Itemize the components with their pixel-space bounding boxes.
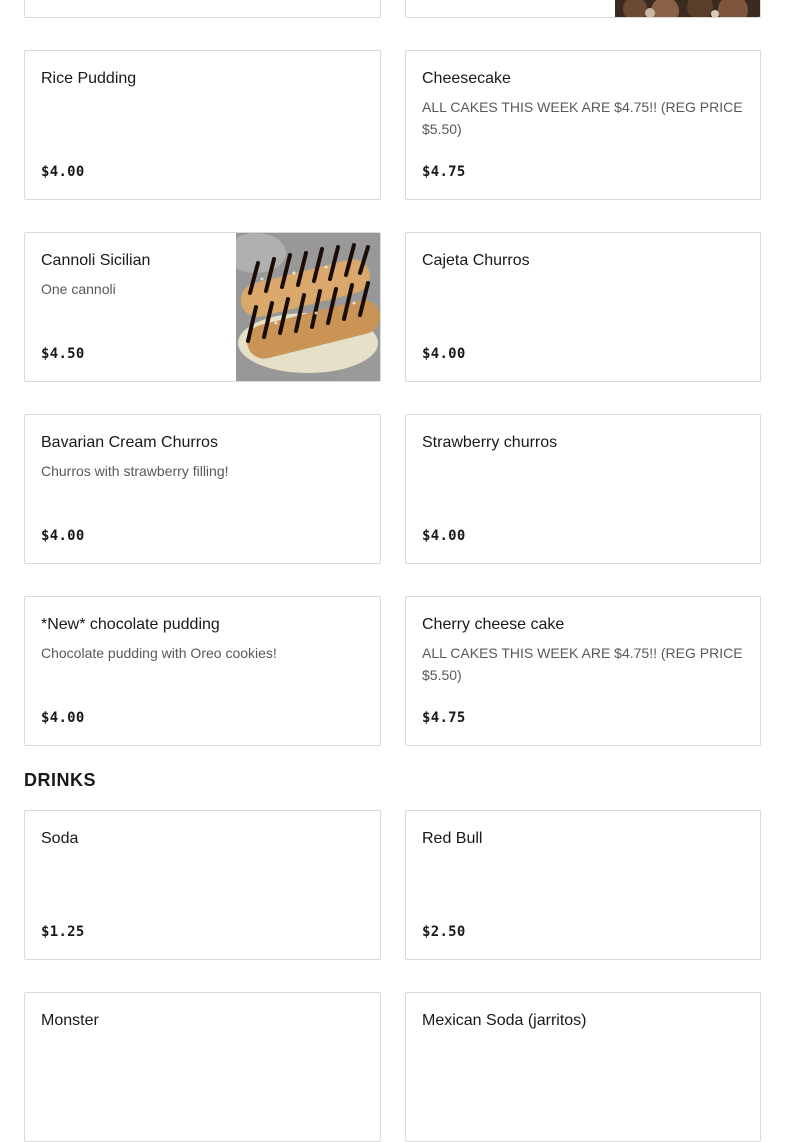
item-description: ALL CAKES THIS WEEK ARE $4.75!! (REG PRICE $5.50) bbox=[422, 645, 743, 683]
menu-item-card-partial-left[interactable] bbox=[24, 0, 381, 18]
item-description: One cannoli bbox=[41, 281, 116, 297]
menu-item-chocolate-pudding[interactable] bbox=[24, 596, 381, 746]
item-price: $4.00 bbox=[422, 528, 466, 544]
food-photo bbox=[236, 233, 380, 381]
item-name: Cannoli Sicilian bbox=[41, 252, 151, 269]
menu-item-monster[interactable] bbox=[24, 992, 381, 1142]
menu-item-cannoli-sicilian[interactable] bbox=[24, 232, 381, 382]
item-name: Bavarian Cream Churros bbox=[41, 434, 218, 451]
item-name: Monster bbox=[41, 1012, 99, 1029]
item-price: $4.75 bbox=[422, 710, 466, 726]
item-name: Strawberry churros bbox=[422, 434, 558, 451]
menu-item-strawberry-churros[interactable] bbox=[405, 414, 761, 564]
menu-item-cajeta-churros[interactable] bbox=[405, 232, 761, 382]
item-price: $4.75 bbox=[422, 164, 466, 180]
food-photo-image bbox=[615, 0, 760, 18]
menu-item-cherry-cheese-cake[interactable] bbox=[405, 596, 761, 746]
menu-item-card-partial-right[interactable] bbox=[405, 0, 761, 18]
item-description: Churros with strawberry filling! bbox=[41, 463, 229, 479]
item-description: Chocolate pudding with Oreo cookies! bbox=[41, 645, 277, 661]
cannoli-photo-image bbox=[236, 233, 380, 381]
menu-item-red-bull[interactable] bbox=[405, 810, 761, 960]
item-price: $1.25 bbox=[41, 924, 85, 940]
item-price: $4.50 bbox=[41, 346, 85, 362]
item-name: Mexican Soda (jarritos) bbox=[422, 1012, 587, 1029]
item-name: Red Bull bbox=[422, 830, 483, 847]
menu-item-bavarian-cream-churros[interactable] bbox=[24, 414, 381, 564]
menu-item-cheesecake[interactable] bbox=[405, 50, 761, 200]
menu-item-soda[interactable] bbox=[24, 810, 381, 960]
item-price: $4.00 bbox=[422, 346, 466, 362]
item-name: Rice Pudding bbox=[41, 70, 137, 87]
item-price: $4.00 bbox=[41, 710, 85, 726]
item-name: Cajeta Churros bbox=[422, 252, 530, 269]
item-name: Cherry cheese cake bbox=[422, 616, 565, 633]
item-name: Cheesecake bbox=[422, 70, 511, 87]
item-price: $4.00 bbox=[41, 164, 85, 180]
section-title-drinks: DRINKS bbox=[24, 770, 97, 790]
food-photo bbox=[615, 0, 760, 18]
item-name: Soda bbox=[41, 830, 79, 847]
item-price: $4.00 bbox=[41, 528, 85, 544]
item-description: ALL CAKES THIS WEEK ARE $4.75!! (REG PRICE $5.50) bbox=[422, 99, 743, 137]
menu-item-mexican-soda[interactable] bbox=[405, 992, 761, 1142]
menu-item-rice-pudding[interactable] bbox=[24, 50, 381, 200]
item-name: *New* chocolate pudding bbox=[41, 616, 220, 633]
item-price: $2.50 bbox=[422, 924, 466, 940]
